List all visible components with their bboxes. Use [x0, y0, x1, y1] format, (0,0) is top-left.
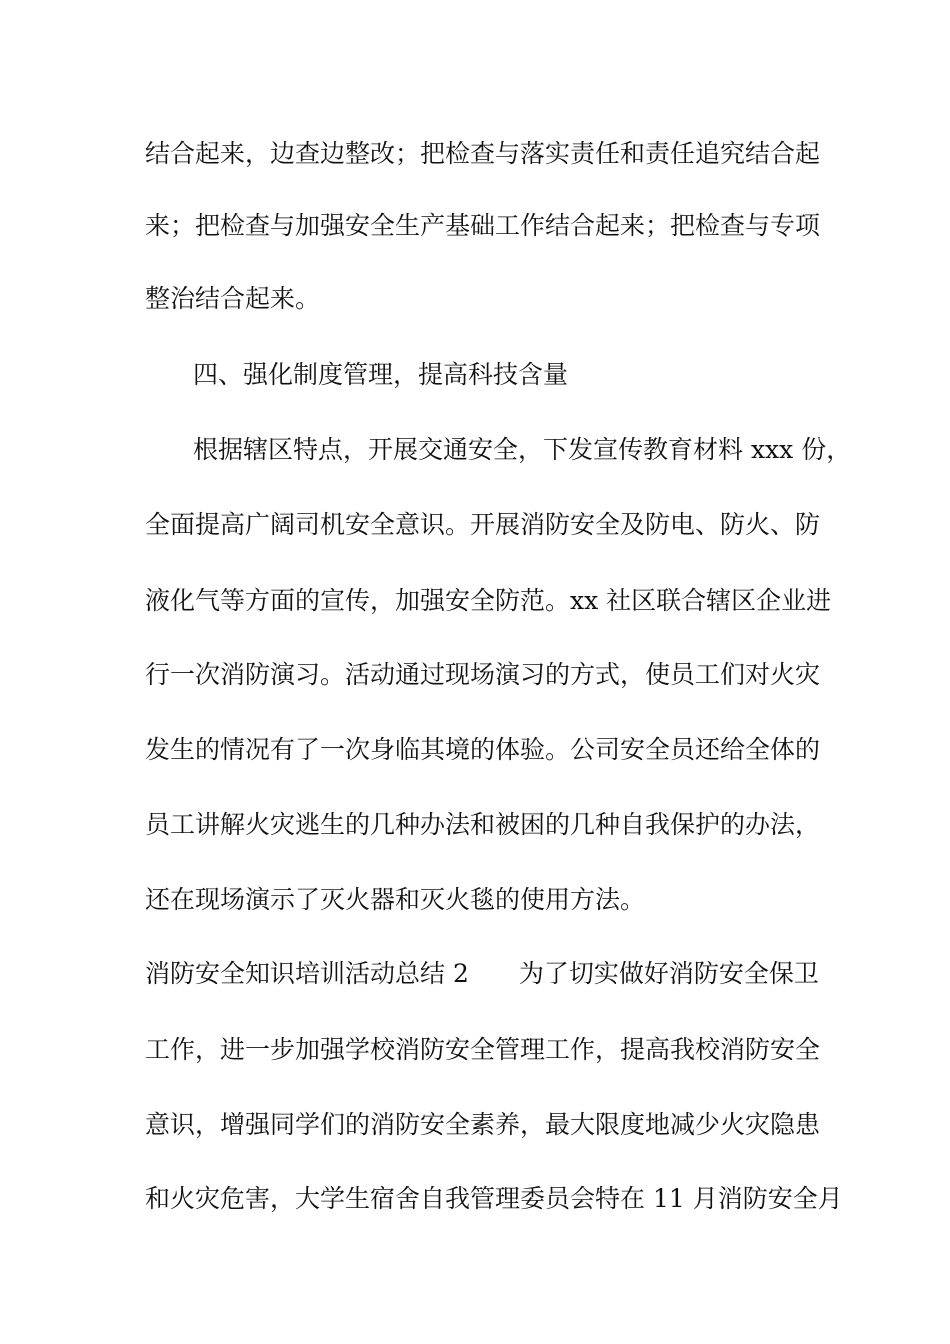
paragraph-line: 工作，进一步加强学校消防安全管理工作，提高我校消防安全 — [145, 1035, 821, 1064]
paragraph-line: 行一次消防演习。活动通过现场演习的方式，使员工们对火灾 — [145, 660, 821, 689]
paragraph-line: 发生的情况有了一次身临其境的体验。公司安全员还给全体的 — [145, 735, 821, 764]
section-heading: 四、强化制度管理，提高科技含量 — [193, 360, 569, 389]
paragraph-line: 还在现场演示了灭火器和灭火毯的使用方法。 — [145, 885, 646, 914]
paragraph-line: 和火灾危害，大学生宿舍自我管理委员会特在 11 月消防安全月 — [145, 1184, 843, 1213]
paragraph-line: 整治结合起来。 — [145, 284, 321, 313]
paragraph-line: 来；把检查与加强安全生产基础工作结合起来；把检查与专项 — [145, 211, 821, 240]
section-2-first-text: 为了切实做好消防安全保卫 — [518, 959, 819, 988]
section-2-title: 消防安全知识培训活动总结 2 — [145, 959, 469, 988]
paragraph-line: 员工讲解火灾逃生的几种办法和被困的几种自我保护的办法， — [145, 810, 821, 839]
paragraph-line: 意识，增强同学们的消防安全素养，最大限度地减少火灾隐患 — [145, 1110, 821, 1139]
paragraph-line: 根据辖区特点，开展交通安全，下发宣传教育材料 xxx 份， — [193, 435, 852, 464]
paragraph-line: 结合起来，边查边整改；把检查与落实责任和责任追究结合起 — [145, 139, 821, 168]
section-2-line — [145, 958, 825, 990]
paragraph-line: 液化气等方面的宣传，加强安全防范。xx 社区联合辖区企业进 — [145, 586, 832, 615]
paragraph-line: 全面提高广阔司机安全意识。开展消防安全及防电、防火、防 — [145, 510, 821, 539]
